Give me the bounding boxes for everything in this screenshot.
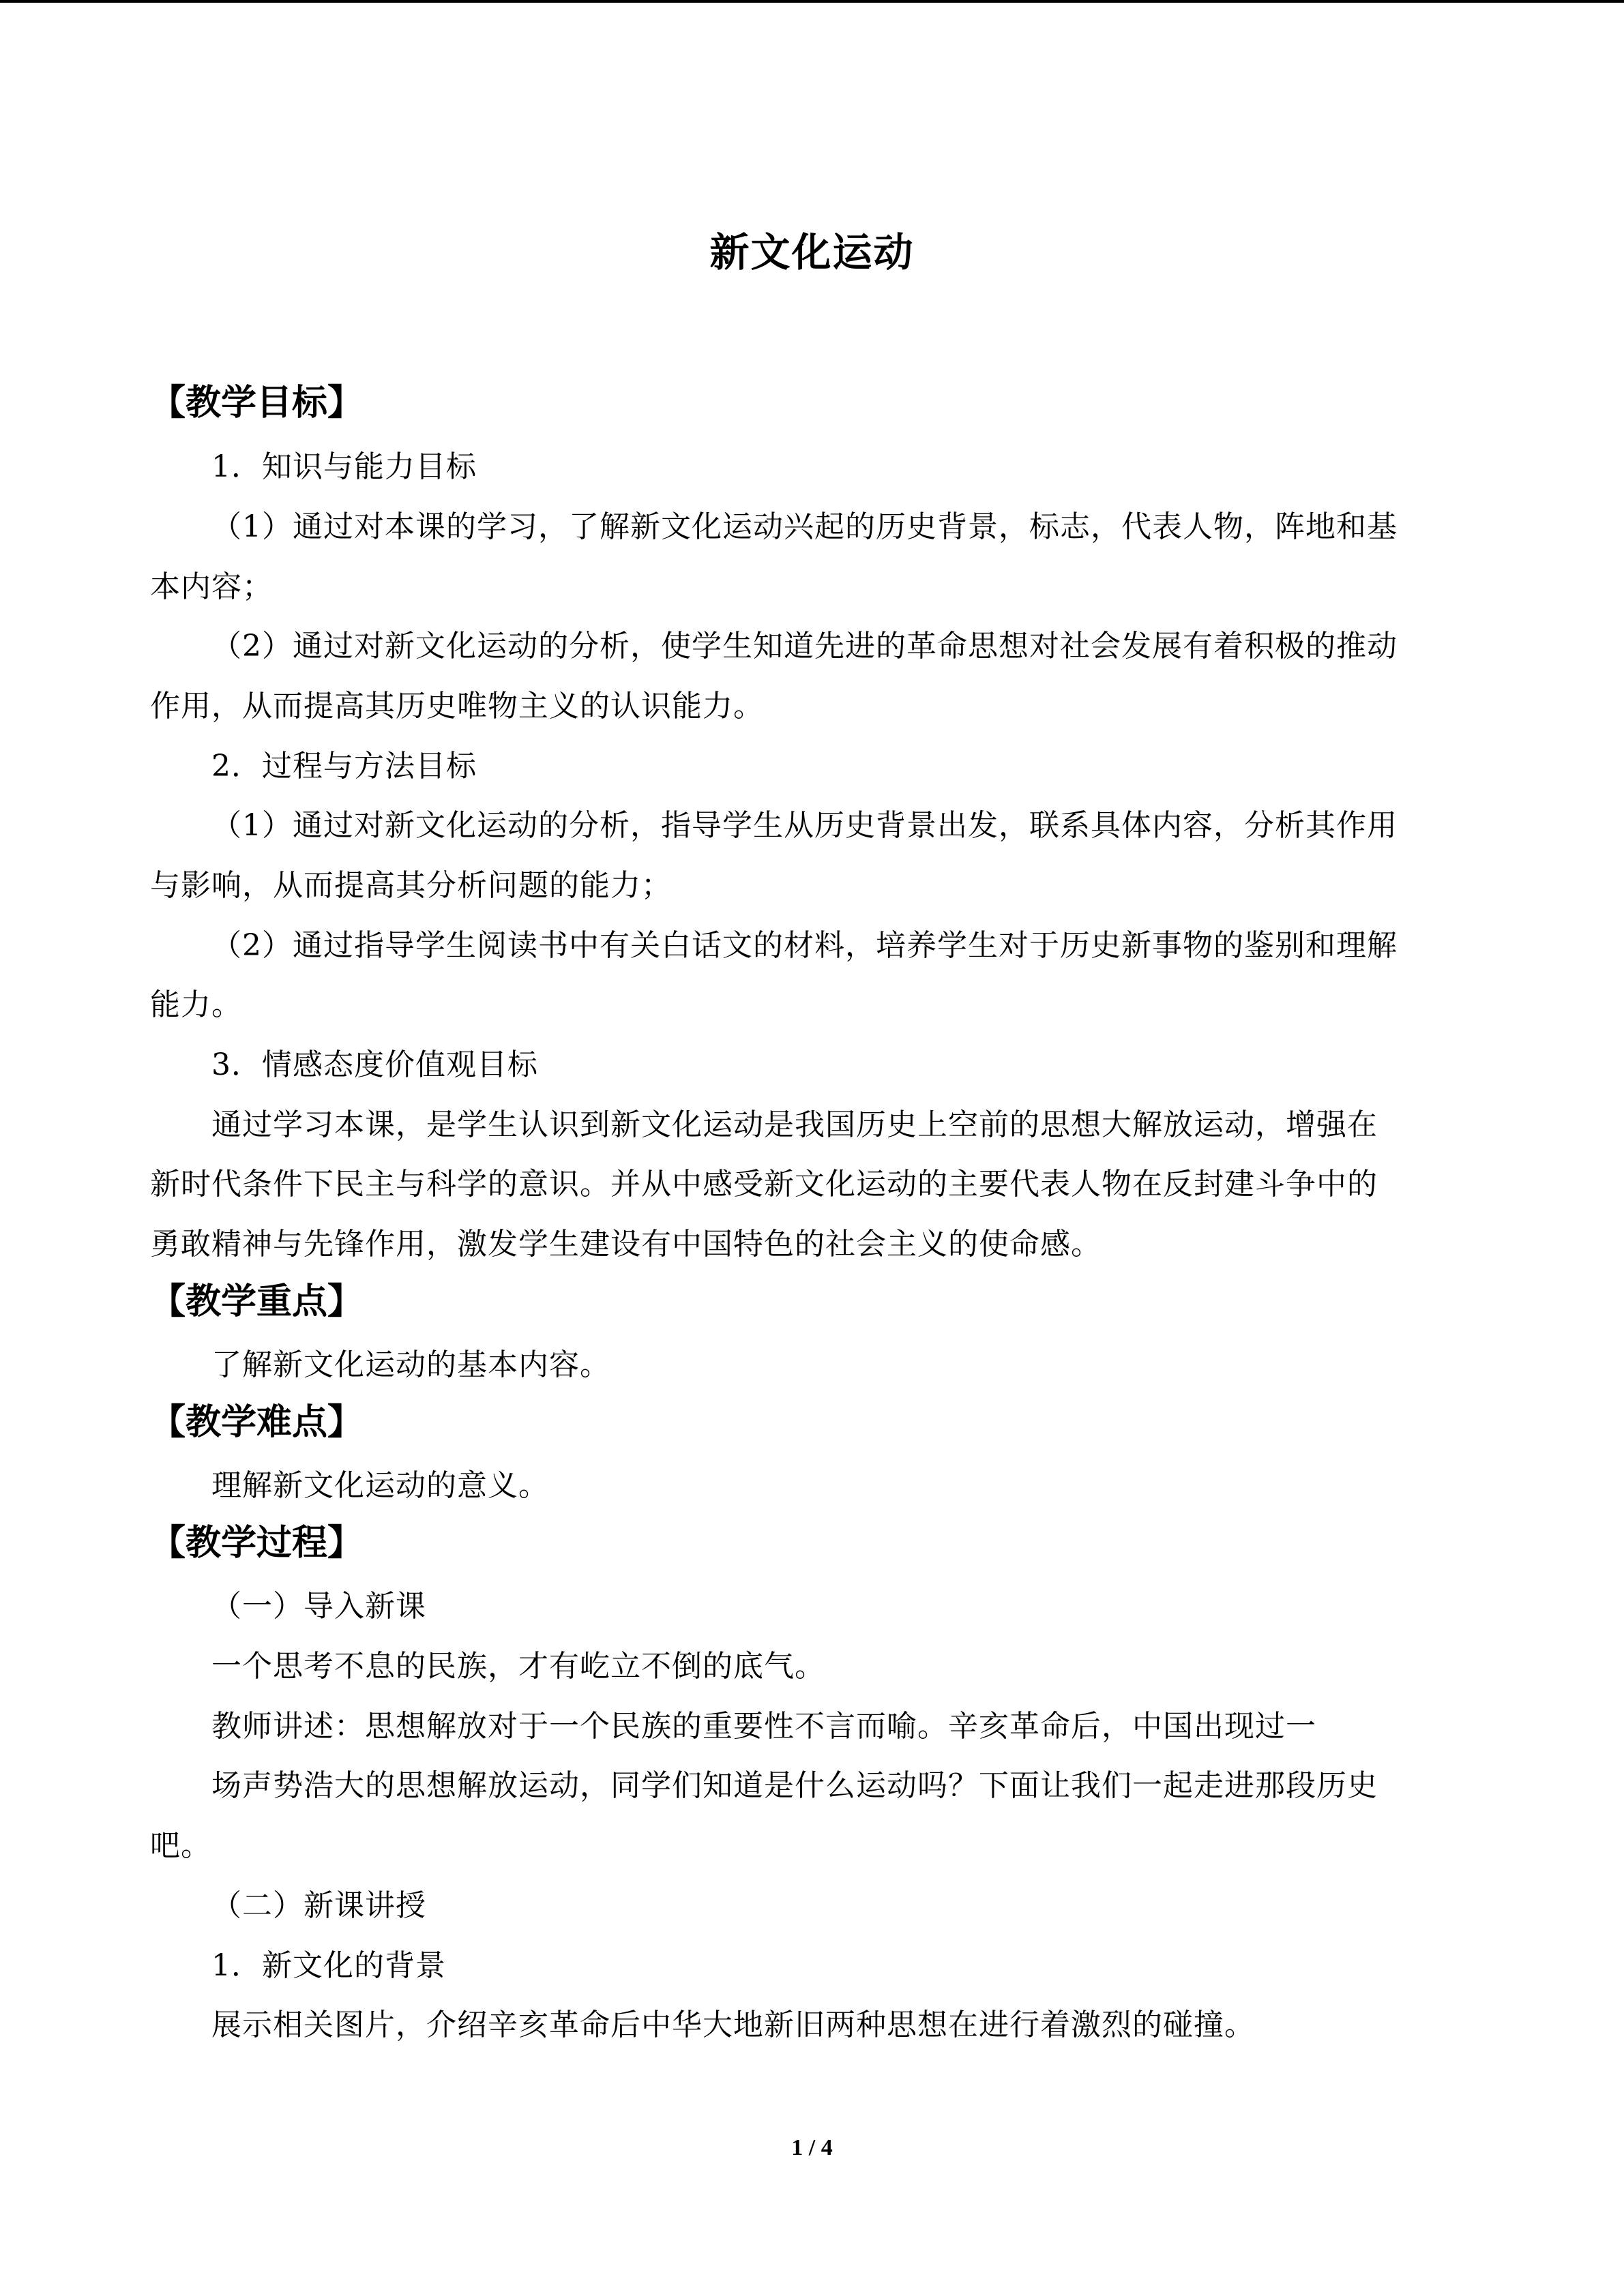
text-line: 与影响，从而提高其分析问题的能力； (150, 868, 672, 903)
section-heading-objectives: 【教学目标】 (150, 383, 364, 423)
text-line: （二）新课讲授 (211, 1888, 426, 1923)
text-line: 2．过程与方法目标 (211, 749, 477, 784)
text-line: （1）通过对新文化运动的分析，指导学生从历史背景出发，联系具体内容，分析其作用 (211, 808, 1398, 843)
text-line: （2）通过指导学生阅读书中有关白话文的材料，培养学生对于历史新事物的鉴别和理解 (211, 928, 1398, 963)
section-heading-difficulties: 【教学难点】 (150, 1402, 364, 1443)
top-border-line (0, 0, 1624, 3)
text-line: 本内容； (150, 569, 273, 604)
text-line: （1）通过对本课的学习，了解新文化运动兴起的历史背景，标志，代表人物，阵地和基 (211, 509, 1398, 544)
section-heading-process: 【教学过程】 (150, 1523, 364, 1564)
text-line: 1．知识与能力目标 (211, 449, 477, 484)
page-number: 1 / 4 (791, 2135, 833, 2160)
text-line: 展示相关图片，介绍辛亥革命后中华大地新旧两种思想在进行着激烈的碰撞。 (211, 2008, 1255, 2042)
page-title: 新文化运动 (709, 229, 915, 275)
text-line: 场声势浩大的思想解放运动，同学们知道是什么运动吗？下面让我们一起走进那段历史 (211, 1768, 1378, 1803)
text-line: 理解新文化运动的意义。 (211, 1468, 549, 1503)
text-line: 能力。 (150, 987, 242, 1022)
text-line: （一）导入新课 (211, 1589, 426, 1624)
text-line: 3．情感态度价值观目标 (211, 1047, 538, 1082)
text-line: 1．新文化的背景 (211, 1948, 446, 1983)
text-line: 勇敢精神与先锋作用，激发学生建设有中国特色的社会主义的使命感。 (150, 1227, 1102, 1262)
text-line: 一个思考不息的民族，才有屹立不倒的底气。 (211, 1649, 825, 1684)
text-line: 作用，从而提高其历史唯物主义的认识能力。 (150, 689, 764, 724)
text-line: 教师讲述：思想解放对于一个民族的重要性不言而喻。辛亥革命后，中国出现过一 (211, 1709, 1316, 1744)
text-line: 新时代条件下民主与科学的意识。并从中感受新文化运动的主要代表人物在反封建斗争中的 (150, 1167, 1378, 1202)
text-line: （2）通过对新文化运动的分析，使学生知道先进的革命思想对社会发展有着积极的推动 (211, 629, 1398, 664)
text-line: 通过学习本课，是学生认识到新文化运动是我国历史上空前的思想大解放运动，增强在 (211, 1107, 1378, 1142)
section-heading-key-points: 【教学重点】 (150, 1281, 364, 1322)
text-line: 吧。 (150, 1828, 211, 1863)
text-line: 了解新文化运动的基本内容。 (211, 1347, 610, 1382)
